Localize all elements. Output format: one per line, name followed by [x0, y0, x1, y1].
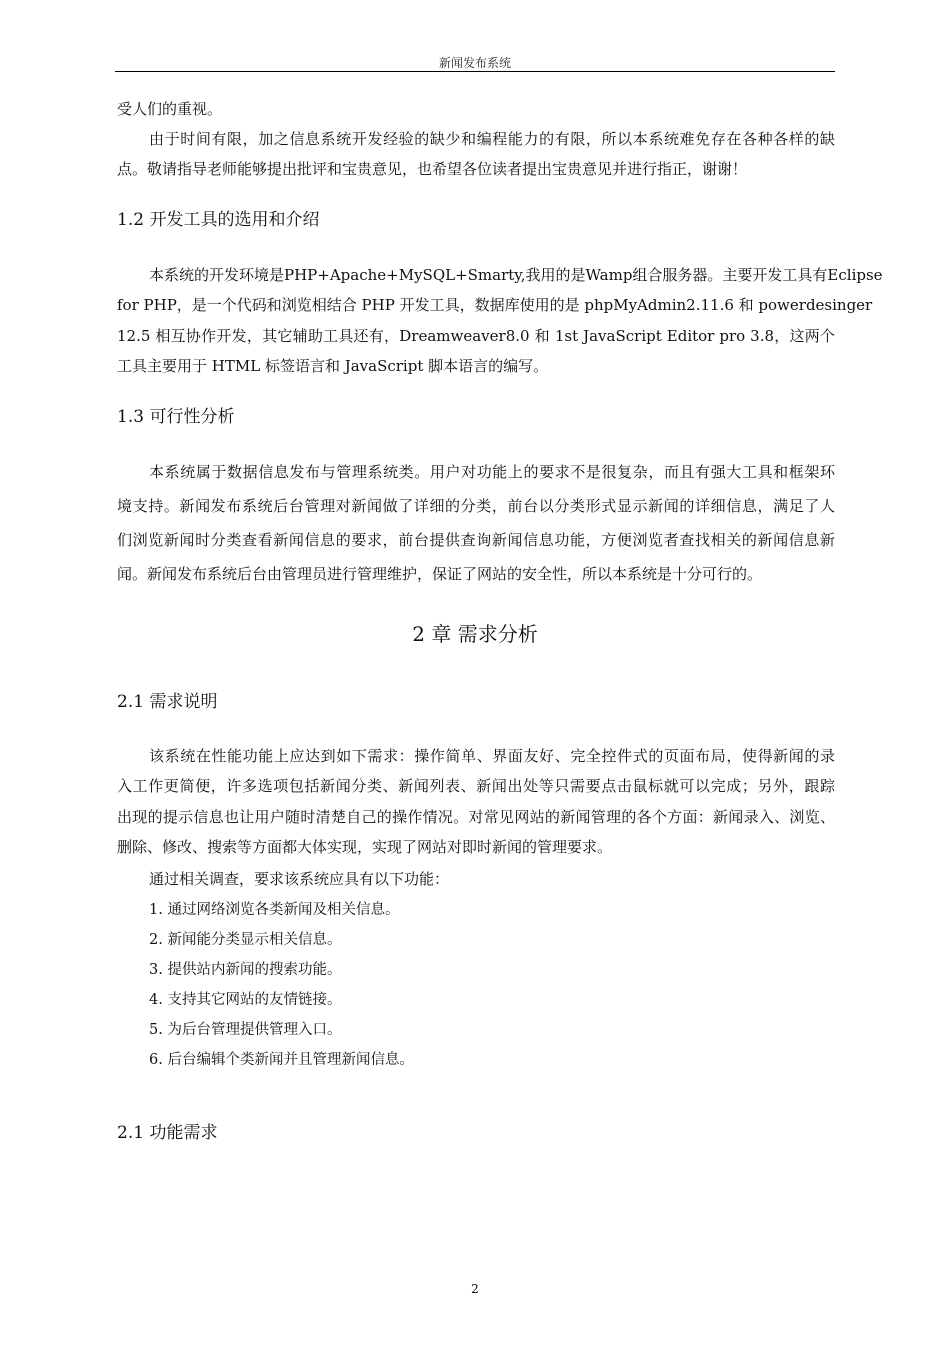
list-item: 5. 为后台管理提供管理入口。 — [149, 1022, 342, 1038]
paragraph-line: 本系统属于数据信息发布与管理系统类。用户对功能上的要求不是很复杂，而且有强大工具和框架环 — [149, 463, 835, 481]
paragraph-line: 删除、修改、搜索等方面都大体实现，实现了网站对即时新闻的管理要求。 — [117, 838, 613, 856]
paragraph-line: 境支持。新闻发布系统后台管理对新闻做了详细的分类，前台以分类形式显示新闻的详细信息，满足了人 — [117, 497, 835, 515]
list-item: 6. 后台编辑个类新闻并且管理新闻信息。 — [149, 1052, 414, 1068]
header-rule — [115, 71, 835, 72]
paragraph-line: 本系统的开发环境是PHP+Apache+MySQL+Smarty,我用的是Wamp组合服务器。主要开发工具有Eclipse — [149, 266, 883, 284]
paragraph-line: for PHP，是一个代码和浏览相结合 PHP 开发工具，数据库使用的是 phpMyAdmin2.11.6 和 powerdesinger — [117, 296, 873, 314]
paragraph-line: 工具主要用于 HTML 标签语言和 JavaScript 脚本语言的编写。 — [117, 357, 549, 375]
list-item: 1. 通过网络浏览各类新闻及相关信息。 — [149, 902, 400, 918]
paragraph-line: 通过相关调查，要求该系统应具有以下功能： — [149, 870, 450, 888]
paragraph-line: 该系统在性能功能上应达到如下需求：操作简单、界面友好、完全控件式的页面布局，使得新闻的录 — [149, 747, 835, 765]
section-heading-2-1: 2.1 需求说明 — [117, 692, 218, 712]
paragraph-line: 受人们的重视。 — [117, 100, 223, 118]
section-heading-1-3: 1.3 可行性分析 — [117, 407, 235, 427]
paragraph-line: 入工作更简便，许多选项包括新闻分类、新闻列表、新闻出处等只需要点击鼠标就可以完成；另外，跟踪 — [117, 777, 835, 795]
section-heading-1-2: 1.2 开发工具的选用和介绍 — [117, 210, 320, 230]
list-item: 2. 新闻能分类显示相关信息。 — [149, 932, 342, 948]
page-number: 2 — [471, 1282, 479, 1296]
section-heading-2-1-functional: 2.1 功能需求 — [117, 1123, 218, 1143]
list-item: 4. 支持其它网站的友情链接。 — [149, 992, 342, 1008]
paragraph-line: 由于时间有限，加之信息系统开发经验的缺少和编程能力的有限，所以本系统难免存在各种各样的缺 — [149, 130, 835, 148]
paragraph-line: 闻。新闻发布系统后台由管理员进行管理维护，保证了网站的安全性，所以本系统是十分可行的。 — [117, 565, 763, 583]
paragraph-line: 点。敬请指导老师能够提出批评和宝贵意见，也希望各位读者提出宝贵意见并进行指正，谢谢！ — [117, 160, 748, 178]
paragraph-line: 出现的提示信息也让用户随时清楚自己的操作情况。对常见网站的新闻管理的各个方面：新闻录入、浏览、 — [117, 808, 835, 826]
paragraph-line: 12.5 相互协作开发，其它辅助工具还有，Dreamweaver8.0 和 1st JavaScript Editor pro 3.8，这两个 — [117, 327, 835, 345]
paragraph-line: 们浏览新闻时分类查看新闻信息的要求，前台提供查询新闻信息功能，方便浏览者查找相关的新闻信息新 — [117, 531, 835, 549]
running-header: 新闻发布系统 — [438, 56, 511, 70]
list-item: 3. 提供站内新闻的搜索功能。 — [149, 962, 342, 978]
chapter-title: 2 章 需求分析 — [412, 622, 538, 646]
